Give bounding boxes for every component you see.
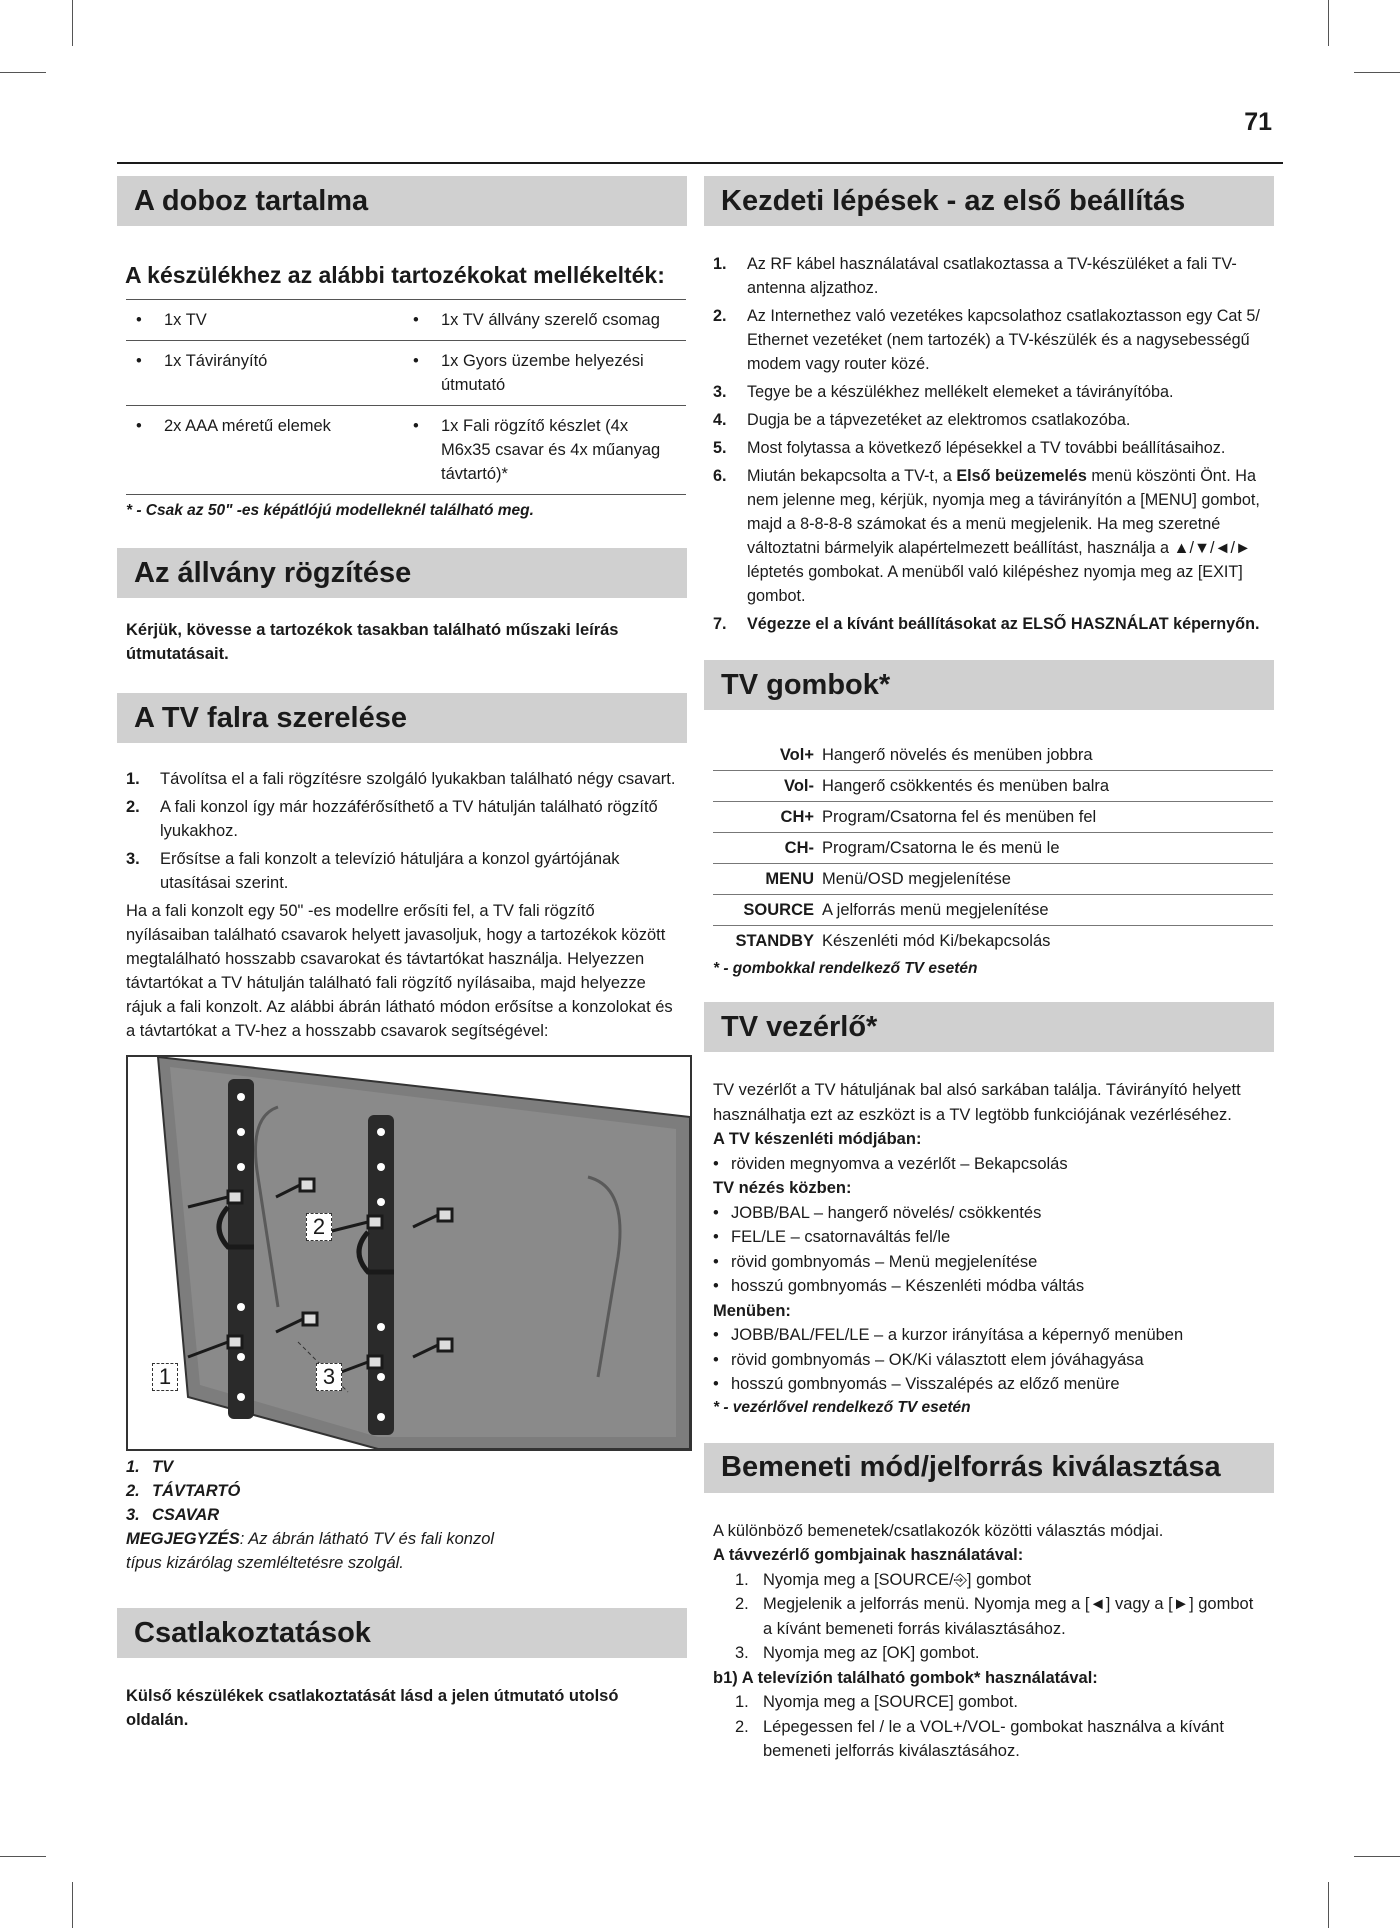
list-item: 2. TÁVTARTÓ [126, 1482, 241, 1500]
callout-1: 1 [152, 1363, 178, 1391]
table-row: CH- Program/Csatorna le és menü le [713, 833, 1273, 864]
section-title-wall-mount: A TV falra szerelése [117, 693, 687, 743]
list-item: 5. Most folytassa a következő lépésekkel a TV további beállításaihoz. [713, 439, 1226, 457]
table-row: Vol- Hangerő csökkentés és menüben balra [713, 771, 1273, 802]
wall-steps [117, 767, 687, 895]
section-title-connections: Csatlakoztatások [117, 1608, 687, 1658]
tv-buttons-table [713, 740, 1273, 956]
bullet: • [413, 352, 419, 370]
controller-footnote: * - vezérlővel rendelkező TV esetén [713, 1398, 971, 1416]
list-item: • FEL/LE – csatornaváltás fel/le [713, 1228, 951, 1246]
input-content [713, 1519, 1265, 1764]
list-item: 3. Tegye be a készülékhez mellékelt elemeket a távirányítóba. [713, 383, 1174, 401]
list-item: • rövid gombnyomás – Menü megjelenítése [713, 1252, 1038, 1271]
section-title-tv-buttons: TV gombok* [704, 660, 1274, 710]
list-item: 3. Erősítse a fali konzolt a televízió hátuljára a konzol gyártójának utasításai szerint. [126, 850, 620, 892]
list-item: • hosszú gombnyomás – Visszalépés az előző menüre [713, 1375, 1120, 1393]
bullet: • [136, 417, 142, 435]
list-item: • JOBB/BAL/FEL/LE – a kurzor irányítása a képernyő menüben [713, 1326, 1184, 1344]
list-item: 2. Megjelenik a jelforrás menü. Nyomja meg a [◄] vagy a [►] gombot a kívánt bemeneti forrás kiválasztásához. [735, 1595, 1254, 1638]
table-cell: 1x TV [164, 311, 207, 329]
right-column [704, 176, 1274, 1764]
input-heading-tv-buttons: b1) A televízión található gombok* használatával: [713, 1668, 1098, 1687]
callout-3: 3 [316, 1363, 342, 1391]
table-row [126, 406, 686, 495]
crop-mark [0, 1856, 46, 1857]
list-item: 3. CSAVAR [126, 1506, 220, 1524]
table-row: MENU Menü/OSD megjelenítése [713, 864, 1273, 895]
table-cell: 1x TV állvány szerelő csomag [441, 311, 660, 329]
crop-mark [72, 1882, 73, 1928]
list-item: 4. Dugja be a tápvezetéket az elektromos csatlakozóba. [713, 411, 1131, 429]
stand-text: Kérjük, kövesse a tartozékok tasakban található műszaki leírás útmutatásait. [126, 621, 619, 663]
section-title-stand: Az állvány rögzítése [117, 548, 687, 598]
table-cell: 1x Távirányító [164, 352, 268, 370]
controller-content [713, 1078, 1265, 1397]
table-row: SOURCE A jelforrás menü megjelenítése [713, 895, 1273, 926]
table-row: CH+ Program/Csatorna fel és menüben fel [713, 802, 1273, 833]
controller-heading-menu: Menüben: [713, 1301, 791, 1320]
list-item: 2. Lépegessen fel / le a VOL+/VOL- gombokat használva a kívánt bemeneti jelforrás kiválasztásához. [735, 1717, 1224, 1760]
table-row: Vol+ Hangerő növelés és menüben jobbra [713, 740, 1273, 771]
controller-heading-standby: A TV készenléti módjában: [713, 1130, 922, 1148]
list-item: 1. TV [126, 1458, 174, 1476]
table-row [126, 300, 686, 341]
table-cell: 1x Fali rögzítő készlet (4x M6x35 csavar és 4x műanyag távtartó)* [441, 417, 661, 483]
list-item: • JOBB/BAL – hangerő növelés/ csökkentés [713, 1203, 1042, 1222]
list-item: 6. Miután bekapcsolta a TV-t, a Első beüzemelés menü köszönti Önt. Ha nem jelenne meg, kérjük, nyomja meg a távirányítón a [MENU] gombot, majd a 8-8-8-8 számokat és a menü megjelenik. Ha meg szeretné változtatni bármelyik alapértelmezett beállítást, használja a ▲/▼/◄/► léptetés gombokat. A menüből való kilépéshez nyomja meg az [EXIT] gombot. [713, 467, 1260, 605]
list-item: 2. A fali konzol így már hozzáférősíthető a TV hátulján található rögzítő lyukakhoz. [126, 798, 658, 840]
buttons-footnote: * - gombokkal rendelkező TV esetén [713, 960, 978, 977]
figure-note: MEGJEGYZÉS: Az ábrán látható TV és fali konzol típus kizárólag szemléltetésre szolgál. [126, 1530, 495, 1572]
table-row: STANDBY Készenléti mód Ki/bekapcsolás [735, 932, 1051, 950]
crop-mark [72, 0, 73, 46]
input-heading-remote: A távvezérlő gombjainak használatával: [713, 1546, 1024, 1564]
wall-mount-diagram [126, 1055, 692, 1451]
list-item: 2. Az Internethez való vezetékes kapcsolathoz csatlakoztasson egy Cat 5/ Ethernet vezetéket (nem tartozék) a TV-készülék és a nagysebességű modem vagy router közé. [713, 307, 1260, 373]
bullet: • [413, 417, 419, 435]
section-title-tv-controller: TV vezérlő* [704, 1002, 1274, 1052]
left-column [117, 176, 687, 1732]
bullet: • [413, 311, 419, 329]
wall-paragraph: Ha a fali konzolt egy 50" -es modellre erősíti fel, a TV fali rögzítő nyílásaiban található csavarok helyett javasoljuk, hogy a tartozékok között megtalálható hosszabb csavarokat és távtartókat használja. Helyezzen távtartókat a TV hátulján található fali rögzítő nyílásaiba, majd helyezze rájuk a fali konzolt. Az alábbi ábrán látható módon erősítse a konzolokat és a távtartókat a TV-hez a hosszabb csavarok segítségével: [126, 902, 673, 1040]
crop-mark [1354, 72, 1400, 73]
box-footnote: * - Csak az 50" -es képátlójú modelleknél található meg. [126, 502, 534, 519]
bullet: • [136, 352, 142, 370]
list-item: 1. Az RF kábel használatával csatlakoztassa a TV-készüléket a fali TV-antenna aljzathoz. [713, 255, 1237, 297]
bullet: • [136, 311, 142, 329]
crop-mark [0, 72, 46, 73]
list-item: 7. Végezze el a kívánt beállításokat az ELSŐ HASZNÁLAT képernyőn. [713, 615, 1260, 633]
table-cell: 2x AAA méretű elemek [164, 417, 331, 435]
list-item: • hosszú gombnyomás – Készenléti módba váltás [713, 1277, 1085, 1295]
page-number: 71 [1244, 108, 1272, 136]
section-title-box-contents: A doboz tartalma [117, 176, 687, 226]
setup-steps [704, 252, 1274, 636]
table-row [126, 341, 686, 406]
section-title-input-source: Bemeneti mód/jelforrás kiválasztása [704, 1443, 1274, 1493]
wall-mount-illustration [128, 1057, 690, 1449]
connections-text: Külső készülékek csatlakoztatását lásd a jelen útmutató utolsó oldalán. [126, 1687, 619, 1729]
controller-heading-watching: TV nézés közben: [713, 1179, 852, 1197]
header-rule [117, 162, 1283, 164]
list-item: 1. Nyomja meg a [SOURCE] gombot. [735, 1693, 1018, 1711]
table-cell: 1x Gyors üzembe helyezési útmutató [441, 352, 644, 394]
crop-mark [1328, 1882, 1329, 1928]
list-item: • rövid gombnyomás – OK/Ki választott elem jóváhagyása [713, 1350, 1144, 1369]
crop-mark [1328, 0, 1329, 46]
figure-legend [126, 1455, 678, 1527]
section-title-first-setup: Kezdeti lépések - az első beállítás [704, 176, 1274, 226]
accessories-heading: A készülékhez az alábbi tartozékokat mellékelték: [125, 262, 665, 288]
callout-2: 2 [306, 1213, 332, 1241]
list-item: 1. Távolítsa el a fali rögzítésre szolgáló lyukakban található négy csavart. [126, 770, 676, 788]
list-item: 3. Nyomja meg az [OK] gombot. [735, 1644, 980, 1662]
list-item: 1. Nyomja meg a [SOURCE/⎆] gombot [735, 1570, 1032, 1589]
controller-intro: TV vezérlőt a TV hátuljának bal alsó sarkában találja. Távirányító helyett használhatja ezt az eszközt is a TV legtöbb funkciójának vezérléséhez. [713, 1081, 1241, 1124]
accessories-table [126, 299, 686, 495]
list-item: • röviden megnyomva a vezérlőt – Bekapcsolás [713, 1154, 1068, 1173]
input-intro: A különböző bemenetek/csatlakozók közötti választás módjai. [713, 1521, 1164, 1540]
crop-mark [1354, 1856, 1400, 1857]
